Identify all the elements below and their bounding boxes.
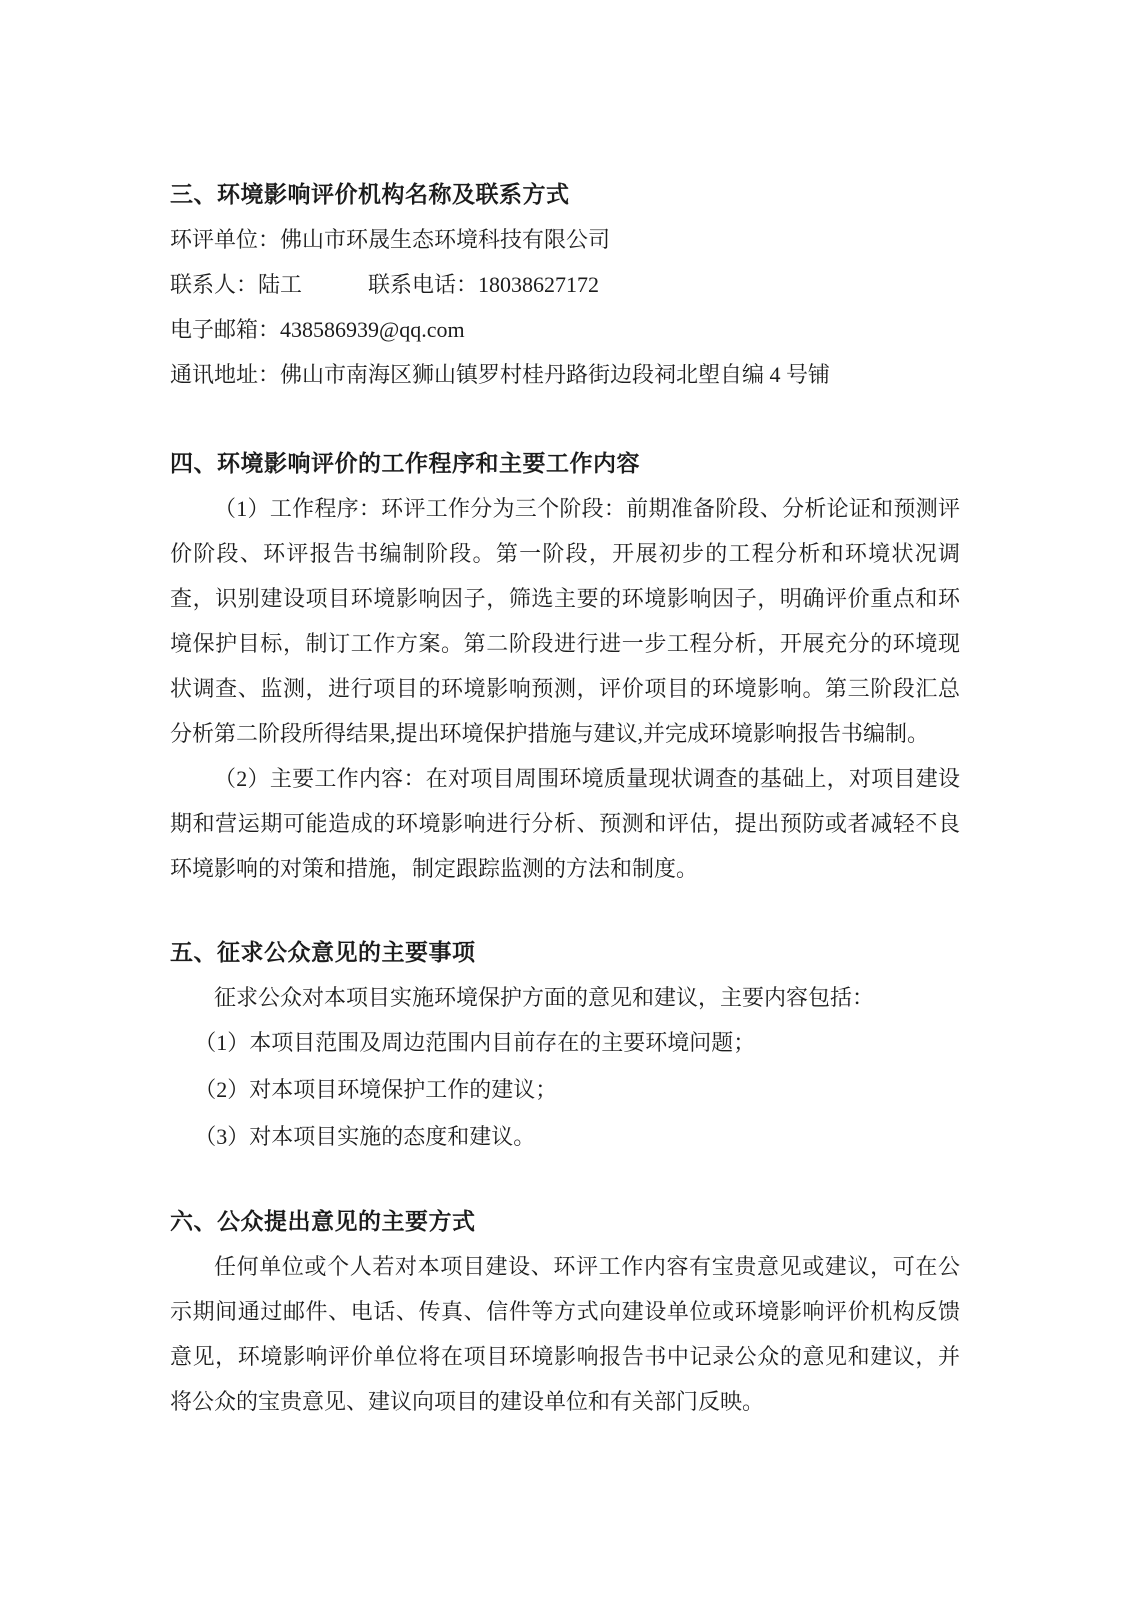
email-line: 电子邮箱：438586939@qq.com — [170, 317, 465, 342]
section-5-heading: 五、征求公众意见的主要事项 — [170, 940, 476, 965]
section-4-heading: 四、环境影响评价的工作程序和主要工作内容 — [170, 451, 640, 476]
document-content — [170, 172, 960, 1424]
public-opinion-intro-line: 征求公众对本项目实施环境保护方面的意见和建议，主要内容包括： — [214, 985, 875, 1010]
work-procedure-paragraph: （1）工作程序：环评工作分为三个阶段：前期准备阶段、分析论证和预测评价阶段、环评报告书编制阶段。第一阶段，开展初步的工程分析和环境状况调查，识别建设项目环境影响因子，筛选主要的环境影响因子，明确评价重点和环境保护目标，制订工作方案。第二阶段进行进一步工程分析，开展充分的环境现状调查、监测，进行项目的环境影响预测，评价项目的环境影响。第三阶段汇总分析第二阶段所得结果,提出环境保护措施与建议,并完成环境影响报告书编制。 — [170, 496, 960, 746]
contact-person-phone-line: 联系人：陆工 联系电话：18038627172 — [170, 272, 600, 297]
feedback-method-paragraph: 任何单位或个人若对本项目建设、环评工作内容有宝贵意见或建议，可在公示期间通过邮件、电话、传真、信件等方式向建设单位或环境影响评价机构反馈意见，环境影响评价单位将在项目环境影响报告书中记录公众的意见和建议，并将公众的宝贵意见、建议向项目的建设单位和有关部门反映。 — [170, 1254, 960, 1414]
main-work-content-paragraph: （2）主要工作内容：在对项目周围环境质量现状调查的基础上，对项目建设期和营运期可能造成的环境影响进行分析、预测和评估，提出预防或者减轻不良环境影响的对策和措施，制定跟踪监测的方法和制度。 — [170, 766, 960, 881]
eia-unit-line: 环评单位：佛山市环晟生态环境科技有限公司 — [170, 227, 611, 252]
opinion-item-2: （2）对本项目环境保护工作的建议； — [194, 1077, 558, 1102]
opinion-item-1: （1）本项目范围及周边范围内目前存在的主要环境问题； — [194, 1030, 756, 1055]
opinion-item-3: （3）对本项目实施的态度和建议。 — [194, 1124, 536, 1149]
postal-address-line: 通讯地址：佛山市南海区狮山镇罗村桂丹路街边段祠北塱自编 4 号铺 — [170, 362, 831, 387]
section-6-heading: 六、公众提出意见的主要方式 — [170, 1209, 476, 1234]
section-3-heading: 三、环境影响评价机构名称及联系方式 — [170, 182, 570, 207]
